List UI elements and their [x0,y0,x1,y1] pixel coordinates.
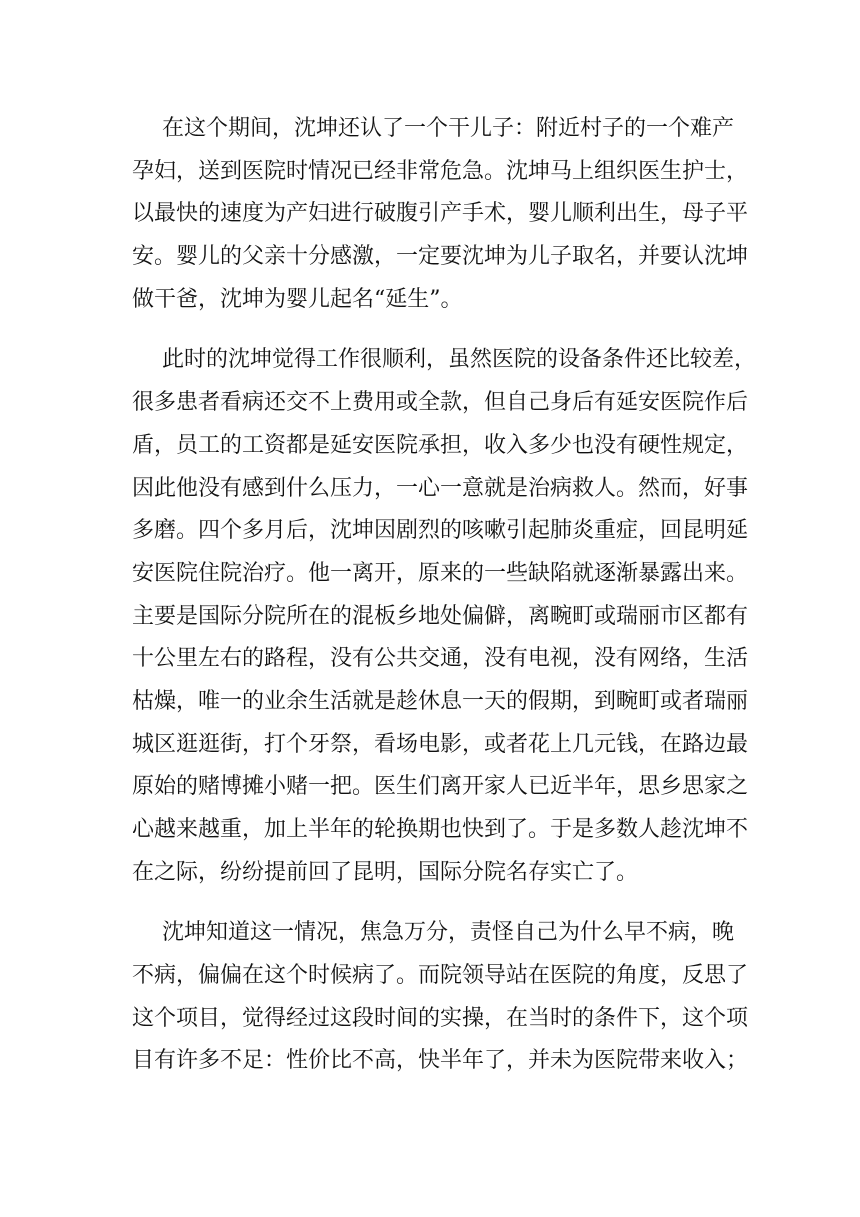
text-line: 此时的沈坤觉得工作很顺利，虽然医院的设备条件还比较差， [162,347,757,373]
paragraph-3 [132,912,749,1083]
paragraph-2 [132,339,757,894]
text-line: 城区逛逛街，打个牙祭，看场电影，或者花上几元钱，在路边最 [132,731,749,757]
text-line: 不病，偏偏在这个时候病了。而院领导站在医院的角度，反思了 [132,963,749,989]
text-line: 目有许多不足：性价比不高，快半年了，并未为医院带来收入； [132,1048,749,1074]
text-line: 以最快的速度为产妇进行破腹引产手术，婴儿顺利出生，母子平 [132,201,749,227]
text-line: 盾，员工的工资都是延安医院承担，收入多少也没有硬性规定， [132,432,749,458]
text-line: 很多患者看病还交不上费用或全款，但自己身后有延安医院作后 [132,390,749,416]
text-line: 孕妇，送到医院时情况已经非常危急。沈坤马上组织医生护士， [132,158,749,184]
text-line: 枯燥，唯一的业余生活就是趁休息一天的假期，到畹町或者瑞丽 [132,688,749,714]
text-line: 心越来越重，加上半年的轮换期也快到了。于是多数人趁沈坤不 [132,817,749,842]
text-line: 在这个期间，沈坤还认了一个干儿子：附近村子的一个难产 [162,116,735,141]
text-line: 这个项目，觉得经过这段时间的实操，在当时的条件下，这个项 [132,1005,749,1031]
text-line: 十公里左右的路程，没有公共交通，没有电视，没有网络，生活 [132,646,749,672]
text-line: 沈坤知道这一情况，焦急万分，责怪自己为什么早不病，晚 [162,920,735,946]
text-line: 安医院住院治疗。他一离开，原来的一些缺陷就逐渐暴露出来。 [132,560,749,586]
paragraph-1 [132,108,749,321]
document-page [132,108,757,1083]
text-line: 多磨。四个多月后，沈坤因剧烈的咳嗽引起肺炎重症，回昆明延 [132,518,749,544]
text-line: 做干爸，沈坤为婴儿起名“延生”。 [132,286,463,312]
text-line: 主要是国际分院所在的混板乡地处偏僻，离畹町或瑞丽市区都有 [132,603,749,629]
text-line: 原始的赌博摊小赌一把。医生们离开家人已近半年，思乡思家之 [132,774,749,800]
text-line: 因此他没有感到什么压力，一心一意就是治病救人。然而，好事 [132,475,749,501]
text-line: 在之际，纷纷提前回了昆明，国际分院名存实亡了。 [132,859,639,885]
text-line: 安。婴儿的父亲十分感激，一定要沈坤为儿子取名，并要认沈坤 [132,244,749,270]
